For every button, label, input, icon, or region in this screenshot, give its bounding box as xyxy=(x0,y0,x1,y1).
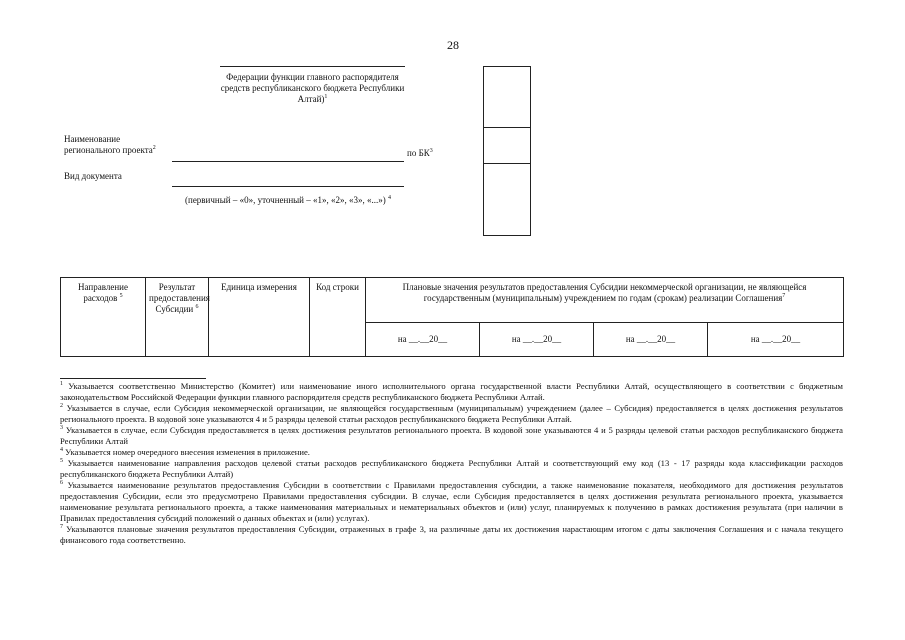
footnote-number: 6 xyxy=(60,480,63,487)
footnote xyxy=(60,381,843,403)
footnote-text: Указывается соответственно Министерство (Комитет) или наименование иного исполнительного органа государственной власти Республики Алтай, осуществляющего в соответствии с бюджетным законодательством Российской Федерации функции главного распорядителя средств республиканского бюджета Республики Алтай. xyxy=(60,381,843,402)
footnote-text: Указывается в случае, если Субсидия некоммерческой организации, не являющейся государственным (муниципальным) учреждением (далее – Субсидия) предоставляется в целях достижения результатов регионального проекта. В кодовой зоне указываются 4 и 5 разряды целевой статьи расходов республиканского бюджета Республики Алтай. xyxy=(60,403,843,424)
footnote-ref-5: 5 xyxy=(119,293,123,299)
bk-label-text: по БК xyxy=(407,148,430,158)
results-table xyxy=(60,277,844,357)
footnote-text: Указываются плановые значения результатов предоставления Субсидии, отраженных в графе 3, на различные даты их достижения нарастающим итогом с даты заключения Соглашения и с начала текущего финансового года соответственно. xyxy=(60,524,843,545)
footnote-text: Указывается наименование направления расходов целевой статьи расходов республиканского бюджета Республики Алтай и соответствующий ему код (13 - 17 разряды кода классификации расходов республиканского бюджета Республики Алтай) xyxy=(60,458,843,479)
footnote-number: 5 xyxy=(60,458,63,465)
footnote-text: Указывается номер очередного внесения изменения в приложение. xyxy=(65,447,310,457)
code-box-federation[interactable] xyxy=(483,66,531,128)
table-header-row xyxy=(61,278,844,323)
project-footnote-ref: 2 xyxy=(152,145,156,151)
header-expense-direction-text: Направление расходов xyxy=(78,282,128,303)
bk-footnote-ref: 3 xyxy=(429,148,433,154)
project-label-text: Наименование регионального проекта xyxy=(64,134,153,155)
footnote-text: Указывается в случае, если Субсидия предоставляется в целях достижения результатов регионального проекта. В кодовой зоне указываются 4 и 5 разряды целевой статьи расходов республиканского бюджета Республики Алтай xyxy=(60,425,843,446)
project-name-field[interactable] xyxy=(172,161,404,162)
footnote-text: Указывается наименование результатов предоставления Субсидии в соответствии с Правилами предоставления субсидии, а также наименование показателя, необходимого для достижения результатов предоставления Субсидии, если это предусмотрено Правилами предоставления субсидии. В случае, если Субсидия предоставляется в целях достижения результата регионального проекта, указывается наименование результата регионального проекта, а также наименования материальных и нематериальных объектов и (или) услуг, планируемых к получению в рамках достижения результата (при наличии в Правилах предоставления субсидий положений о данных объектах и (или) услугах). xyxy=(60,480,843,523)
header-subsidy-result-text: Результат предоставления Субсидии xyxy=(149,282,210,314)
code-box-doc-type[interactable] xyxy=(483,163,531,236)
date-cell[interactable]: на __.__20__ xyxy=(480,323,594,357)
federation-footnote-ref: 1 xyxy=(324,94,328,100)
doc-type-footnote-ref: 4 xyxy=(388,195,391,201)
header-row-code: Код строки xyxy=(310,278,366,357)
project-label xyxy=(64,134,174,156)
footnote xyxy=(60,447,843,458)
code-box-bk[interactable] xyxy=(483,127,531,164)
page-number: 28 xyxy=(447,38,459,52)
footnote-ref-6: 6 xyxy=(195,304,199,310)
header-expense-direction xyxy=(61,278,146,357)
header-unit: Единица измерения xyxy=(209,278,310,357)
footnote xyxy=(60,480,843,524)
footnote-ref-7: 7 xyxy=(782,293,786,299)
doc-type-hint-text: (первичный – «0», уточненный – «1», «2», «3», «...») xyxy=(185,195,386,205)
footnote xyxy=(60,403,843,425)
footnote xyxy=(60,524,843,546)
footnote-separator xyxy=(60,378,206,379)
federation-label: Федерации функции главного распорядителя средств республиканского бюджета Республики Алтай) xyxy=(220,72,405,104)
doc-type-hint xyxy=(172,195,404,206)
footnote-number: 2 xyxy=(60,403,63,410)
date-cell[interactable]: на __.__20__ xyxy=(708,323,844,357)
footnote-number: 3 xyxy=(60,425,63,432)
footnote xyxy=(60,458,843,480)
doc-type-label: Вид документа xyxy=(64,171,122,181)
header-plan-values-text: Плановые значения результатов предоставления Субсидии некоммерческой организации, не являющейся государственным (муниципальным) учреждением по годам (срокам) реализации Соглашения xyxy=(402,282,807,303)
footnote-number: 1 xyxy=(60,381,63,388)
federation-text xyxy=(220,72,405,105)
header-plan-values xyxy=(366,278,844,323)
date-cell[interactable]: на __.__20__ xyxy=(366,323,480,357)
federation-line xyxy=(220,66,405,67)
footnote-number: 7 xyxy=(60,524,63,531)
header-subsidy-result xyxy=(146,278,209,357)
bk-label xyxy=(407,148,433,159)
footnote xyxy=(60,425,843,447)
footnote-number: 4 xyxy=(60,447,63,454)
doc-type-field[interactable] xyxy=(172,186,404,187)
date-cell[interactable]: на __.__20__ xyxy=(594,323,708,357)
footnotes xyxy=(60,381,843,546)
